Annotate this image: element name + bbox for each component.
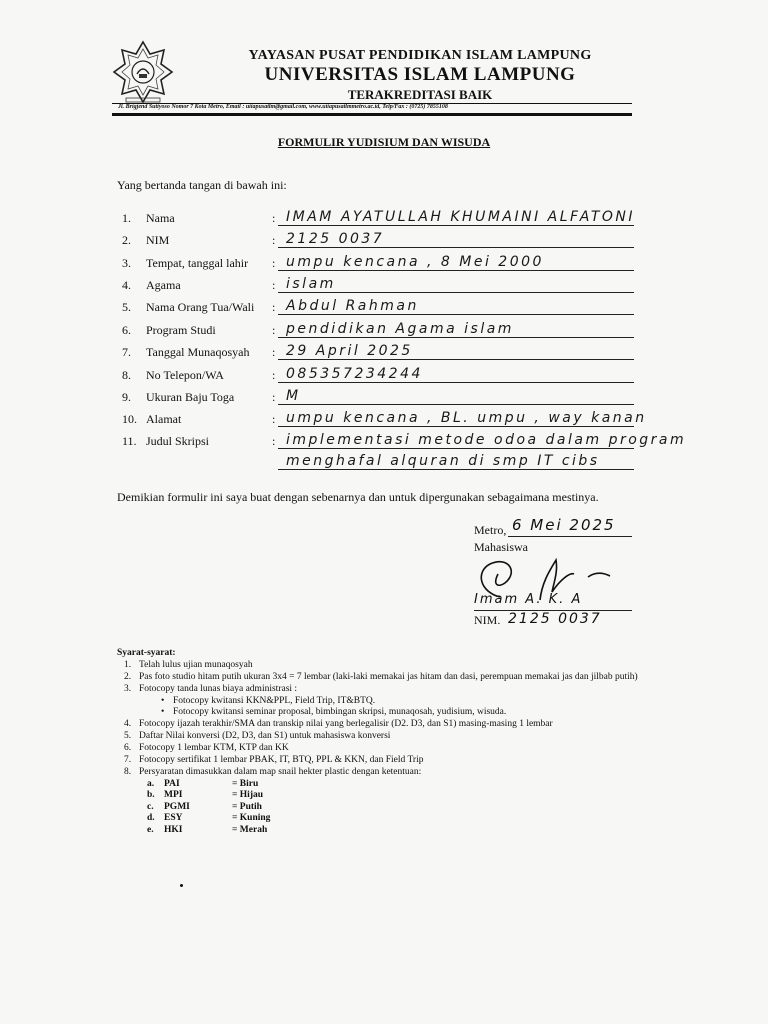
form-row	[122, 274, 634, 294]
requirement-text: Daftar Nilai konversi (D2, D3, dan S1) untuk mahasiswa konversi	[139, 731, 391, 742]
folder-color-item	[117, 825, 677, 837]
field-label: NIM	[146, 233, 170, 247]
field-number: 2.	[122, 233, 131, 247]
bullet-icon: •	[161, 707, 165, 718]
color-prodi: HKI	[164, 824, 183, 835]
form-row	[122, 364, 634, 384]
requirement-text: Fotocopy sertifikat 1 lembar PBAK, IT, BTQ, PPL & KKN, dan Field Trip	[139, 754, 424, 765]
field-value: pendidikan Agama islam	[286, 321, 514, 337]
field-line	[278, 448, 634, 449]
field-colon: :	[272, 300, 276, 314]
form-intro: Yang bertanda tangan di bawah ini:	[117, 178, 287, 192]
field-value: implementasi metode odoa dalam program	[286, 432, 687, 448]
field-line	[278, 359, 634, 360]
bullet-text: Fotocopy kwitansi seminar proposal, bimbingan skripsi, munaqosah, yudisium, wisuda.	[173, 707, 507, 718]
signer-name: Imam A. K. A	[474, 592, 583, 607]
field-label: Judul Skripsi	[146, 434, 210, 448]
requirement-item	[117, 672, 677, 684]
color-key: c.	[147, 801, 154, 812]
requirements-section	[117, 648, 677, 836]
requirements-bullets	[117, 696, 677, 720]
field-number: 11.	[122, 434, 137, 448]
stray-mark	[180, 884, 183, 887]
requirement-item	[117, 755, 677, 767]
field-line	[278, 426, 634, 427]
header-divider-thick	[112, 113, 632, 116]
university-seal-logo	[112, 40, 174, 110]
field-label: Ukuran Baju Toga	[146, 390, 235, 404]
form-row	[122, 252, 634, 272]
field-value: M	[286, 388, 301, 404]
field-line	[278, 270, 634, 271]
field-number: 3.	[122, 256, 131, 270]
color-key: a.	[147, 778, 155, 789]
requirement-number: 4.	[124, 719, 132, 730]
field-colon: :	[272, 412, 276, 426]
statement-text: Demikian formulir ini saya buat dengan sebenarnya dan untuk dipergunakan sebagaimana mestinya.	[117, 490, 599, 504]
field-colon: :	[272, 345, 276, 359]
field-number: 10.	[122, 412, 137, 426]
field-line	[278, 382, 634, 383]
form-row	[122, 296, 634, 316]
folder-color-item	[117, 813, 677, 825]
requirement-number: 2.	[124, 671, 132, 682]
color-key: d.	[147, 813, 155, 824]
bullet-icon: •	[161, 695, 165, 706]
field-colon: :	[272, 211, 276, 225]
form-row	[122, 229, 634, 249]
form-row	[122, 408, 647, 428]
field-value: 29 April 2025	[286, 343, 413, 359]
bullet-text: Fotocopy kwitansi KKN&PPL, Field Trip, IT&BTQ.	[173, 695, 376, 706]
form-row	[122, 430, 687, 450]
field-colon: :	[272, 256, 276, 270]
color-prodi: MPI	[164, 790, 183, 801]
university-name: UNIVERSITAS ISLAM LAMPUNG	[264, 64, 576, 85]
field-colon: :	[272, 278, 276, 292]
form-row-judul-continuation	[122, 451, 634, 471]
form-row	[122, 386, 634, 406]
folder-color-list	[117, 779, 677, 837]
signer-nim-label: NIM.	[474, 613, 501, 627]
color-value: = Merah	[232, 824, 268, 835]
field-line	[278, 225, 634, 226]
field-value-judul-line2: menghafal alquran di smp IT cibs	[286, 453, 600, 469]
field-number: 4.	[122, 278, 131, 292]
requirements-list-continued	[117, 719, 677, 778]
color-value: = Putih	[232, 801, 262, 812]
color-value: = Kuning	[232, 813, 271, 824]
requirements-heading: Syarat-syarat:	[117, 648, 176, 658]
date-line	[508, 536, 632, 537]
field-value: Abdul Rahman	[286, 298, 419, 314]
field-colon: :	[272, 434, 276, 448]
form-title: FORMULIR YUDISIUM DAN WISUDA	[277, 135, 491, 149]
field-colon: :	[272, 323, 276, 337]
form-row	[122, 341, 634, 361]
field-colon: :	[272, 368, 276, 382]
field-colon: :	[272, 233, 276, 247]
field-label: Alamat	[146, 412, 182, 426]
color-key: b.	[147, 790, 155, 801]
field-number: 5.	[122, 300, 131, 314]
field-number: 1.	[122, 211, 131, 225]
requirement-item	[117, 719, 677, 731]
field-value: 085357234244	[286, 366, 423, 382]
color-value: = Biru	[232, 778, 259, 789]
color-prodi: PAI	[164, 778, 180, 789]
requirement-text: Pas foto studio hitam putih ukuran 3x4 = 7 lembar (laki-laki memakai jas hitam dan dasi, perempuan memakai jas dan jilbab putih)	[139, 671, 638, 682]
requirements-list	[117, 660, 677, 696]
field-line	[278, 337, 634, 338]
field-label: Program Studi	[146, 323, 216, 337]
requirement-number: 6.	[124, 743, 132, 753]
requirement-text: Telah lulus ujian munaqosyah	[139, 659, 253, 670]
field-line	[278, 314, 634, 315]
signer-nim-value: 2125 0037	[508, 611, 602, 627]
folder-color-item	[117, 802, 677, 814]
field-value: umpu kencana , BL. umpu , way kanan	[286, 410, 647, 426]
field-value: IMAM AYATULLAH KHUMAINI ALFATONI	[286, 209, 636, 225]
requirement-item	[117, 684, 677, 696]
signature-role: Mahasiswa	[474, 540, 528, 554]
requirement-number: 8.	[124, 766, 132, 777]
field-label: Tempat, tanggal lahir	[146, 256, 249, 270]
accreditation-status: TERAKREDITASI BAIK	[347, 87, 493, 102]
requirement-number: 1.	[124, 659, 132, 670]
requirement-text: Fotocopy ijazah terakhir/SMA dan transkip nilai yang berlegalisir (D2. D3, dan S1) masing-masing 1 lembar	[139, 719, 553, 730]
field-colon: :	[272, 390, 276, 404]
field-line	[278, 469, 634, 470]
requirement-text: Persyaratan dimasukkan dalam map snail hekter plastic dengan ketentuan:	[139, 766, 422, 777]
requirement-item	[117, 731, 677, 743]
field-label: Agama	[146, 278, 181, 292]
form-row	[122, 207, 634, 227]
field-value: islam	[286, 276, 336, 292]
field-value: 2125 0037	[286, 231, 385, 247]
field-label: No Telepon/WA	[146, 368, 224, 382]
foundation-name: YAYASAN PUSAT PENDIDIKAN ISLAM LAMPUNG	[248, 48, 592, 63]
form-title-wrap	[0, 135, 768, 150]
field-label: Tanggal Munaqosyah	[146, 345, 250, 359]
color-value: = Hijau	[232, 790, 264, 801]
requirement-text: Fotocopy 1 lembar KTM, KTP dan KK	[139, 743, 289, 753]
field-value: umpu kencana , 8 Mei 2000	[286, 254, 544, 270]
field-label: Nama	[146, 211, 175, 225]
field-line	[278, 404, 634, 405]
header-address: Jl. Brigjend Sutiyoso Nomor 7 Kota Metro, Email : uiiapusatlm@gmail.com, www.uiiapusatlmmetro.ac.id, Telp/Fax : (0725) 7855108	[118, 104, 448, 110]
requirement-text: Fotocopy tanda lunas biaya administrasi :	[139, 683, 298, 694]
field-line	[278, 292, 634, 293]
signature-city: Metro,	[474, 523, 507, 537]
field-line	[278, 247, 634, 248]
field-number: 6.	[122, 323, 131, 337]
color-key: e.	[147, 824, 154, 835]
requirement-item	[117, 660, 677, 672]
signature-date: 6 Mei 2025	[512, 516, 616, 534]
field-label: Nama Orang Tua/Wali	[146, 300, 255, 314]
form-row	[122, 319, 634, 339]
field-number: 7.	[122, 345, 131, 359]
requirement-bullet	[117, 707, 677, 719]
field-number: 8.	[122, 368, 131, 382]
color-prodi: ESY	[164, 813, 183, 824]
folder-color-item	[117, 790, 677, 802]
color-prodi: PGMI	[164, 801, 190, 812]
requirement-bullet	[117, 696, 677, 708]
folder-color-item	[117, 779, 677, 791]
requirement-item	[117, 767, 677, 779]
requirement-number: 5.	[124, 731, 132, 742]
requirement-number: 7.	[124, 754, 132, 765]
requirement-number: 3.	[124, 683, 132, 694]
field-number: 9.	[122, 390, 131, 404]
requirement-item	[117, 743, 677, 755]
